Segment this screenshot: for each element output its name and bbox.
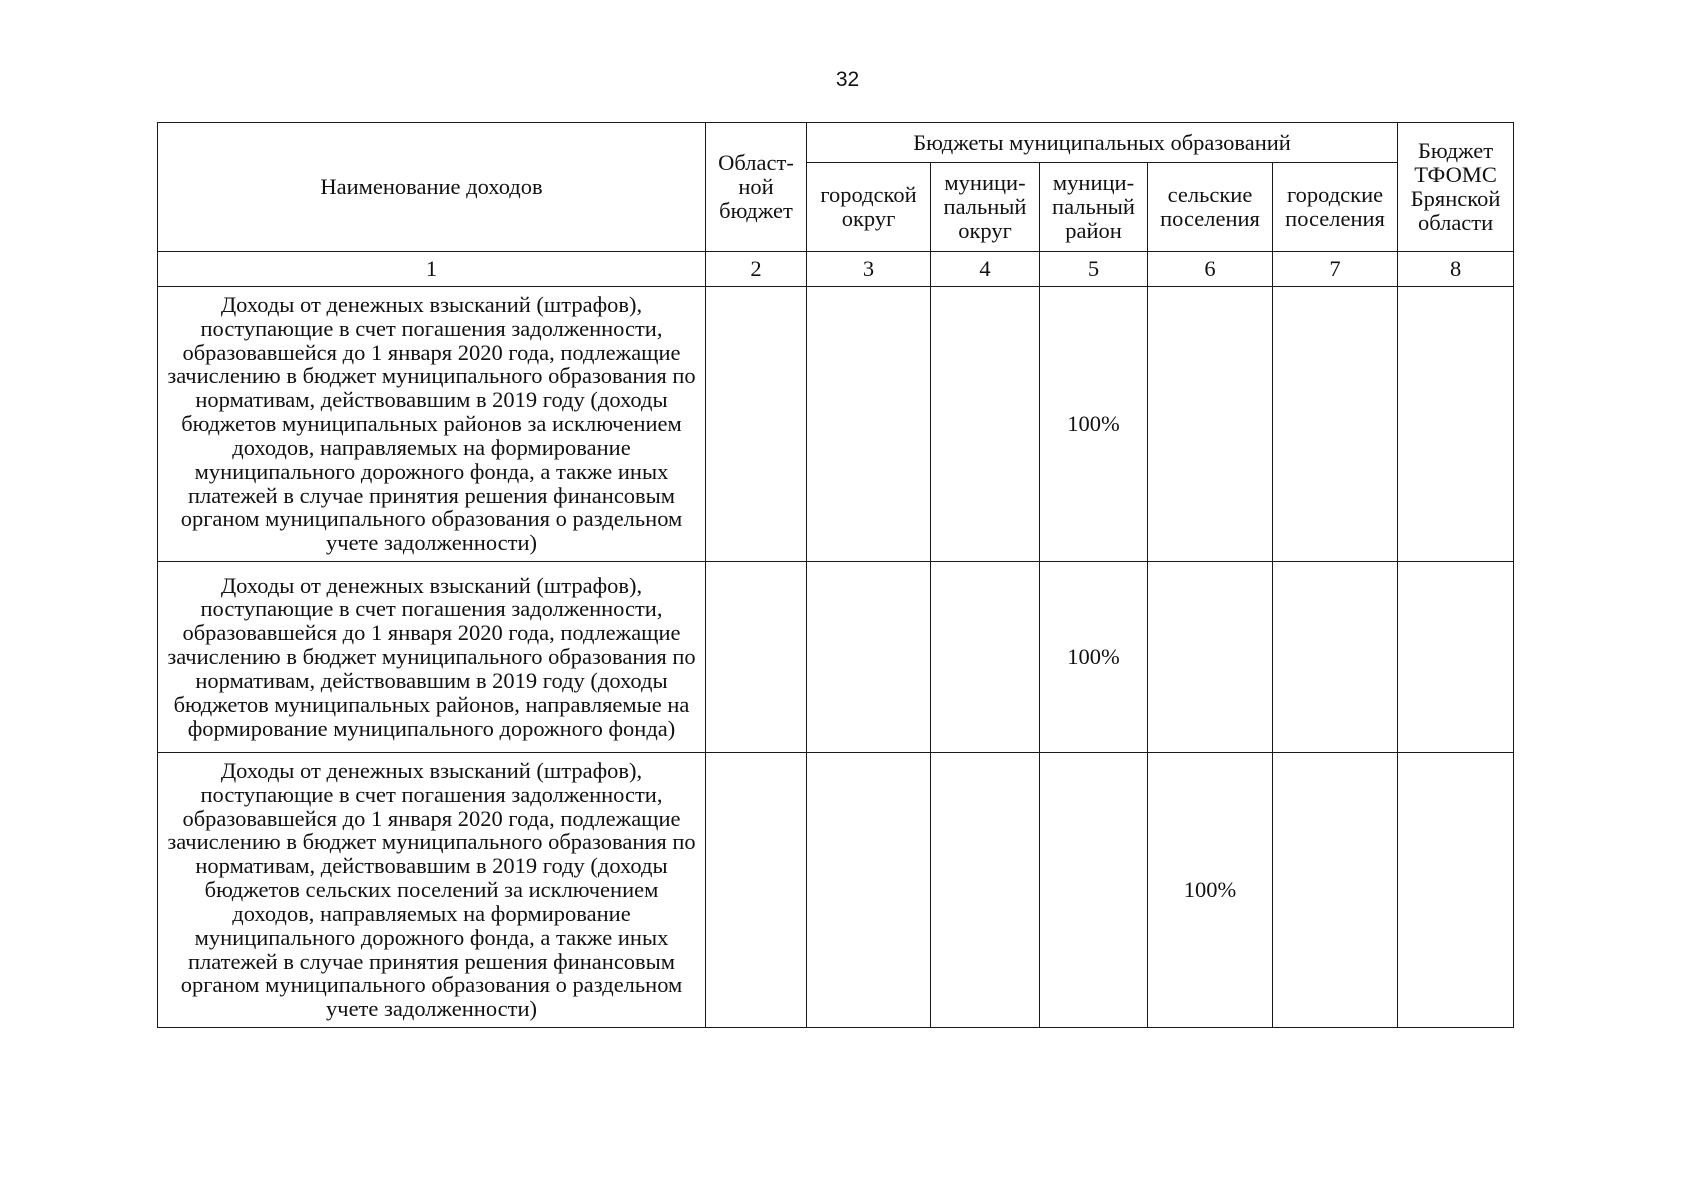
column-number: 8	[1398, 252, 1514, 287]
header-municipal-raion: муници- пальный район	[1040, 163, 1148, 252]
table-row	[158, 753, 1514, 1028]
column-number: 4	[931, 252, 1040, 287]
revenue-name-cell: Доходы от денежных взысканий (штрафов), поступающие в счет погашения задолженности, образовавшейся до 1 января 2020 года, подлежащие зачислению в бюджет муниципального образования по нормативам, действовавшим в 2019 году (доходы бюджетов муниципальных районов, направляемые на формирование муниципального дорожного фонда)	[158, 562, 706, 753]
table-row	[158, 562, 1514, 753]
value-cell: 100%	[1040, 287, 1148, 562]
header-tfoms-budget: Бюджет ТФОМС Брянской области	[1398, 123, 1514, 252]
header-regional-budget: Област- ной бюджет	[706, 123, 807, 252]
column-number: 3	[807, 252, 931, 287]
value-cell	[931, 287, 1040, 562]
value-cell	[807, 562, 931, 753]
value-cell	[1040, 753, 1148, 1028]
column-number: 1	[158, 252, 706, 287]
value-cell	[1273, 287, 1398, 562]
header-revenue-name: Наименование доходов	[158, 123, 706, 252]
value-cell	[1398, 753, 1514, 1028]
header-municipal-budgets: Бюджеты муниципальных образований	[807, 123, 1398, 163]
value-cell	[1398, 562, 1514, 753]
column-number: 2	[706, 252, 807, 287]
value-cell	[706, 562, 807, 753]
revenue-distribution-table	[157, 122, 1514, 1028]
column-number: 7	[1273, 252, 1398, 287]
value-cell	[807, 753, 931, 1028]
revenue-name-cell: Доходы от денежных взысканий (штрафов), поступающие в счет погашения задолженности, образовавшейся до 1 января 2020 года, подлежащие зачислению в бюджет муниципального образования по нормативам, действовавшим в 2019 году (доходы бюджетов муниципальных районов за исключением доходов, направляемых на формирование муниципального дорожного фонда, а также иных платежей в случае принятия решения финансовым органом муниципального образования о раздельном учете задолженности)	[158, 287, 706, 562]
column-number-row	[158, 252, 1514, 287]
header-city-district: городской округ	[807, 163, 931, 252]
value-cell	[706, 753, 807, 1028]
value-cell	[1273, 562, 1398, 753]
value-cell	[807, 287, 931, 562]
header-urban-settlements: городские поселения	[1273, 163, 1398, 252]
value-cell: 100%	[1148, 753, 1273, 1028]
page-number: 32	[835, 68, 860, 91]
header-rural-settlements: сельские поселения	[1148, 163, 1273, 252]
column-number: 5	[1040, 252, 1148, 287]
value-cell	[1148, 562, 1273, 753]
value-cell	[931, 753, 1040, 1028]
header-row-1	[158, 123, 1514, 163]
header-municipal-okrug: муници- пальный округ	[931, 163, 1040, 252]
value-cell	[931, 562, 1040, 753]
table-row	[158, 287, 1514, 562]
value-cell	[1148, 287, 1273, 562]
value-cell: 100%	[1040, 562, 1148, 753]
value-cell	[1398, 287, 1514, 562]
revenue-name-cell: Доходы от денежных взысканий (штрафов), поступающие в счет погашения задолженности, образовавшейся до 1 января 2020 года, подлежащие зачислению в бюджет муниципального образования по нормативам, действовавшим в 2019 году (доходы бюджетов сельских поселений за исключением доходов, направляемых на формирование муниципального дорожного фонда, а также иных платежей в случае принятия решения финансовым органом муниципального образования о раздельном учете задолженности)	[158, 753, 706, 1028]
value-cell	[706, 287, 807, 562]
column-number: 6	[1148, 252, 1273, 287]
value-cell	[1273, 753, 1398, 1028]
